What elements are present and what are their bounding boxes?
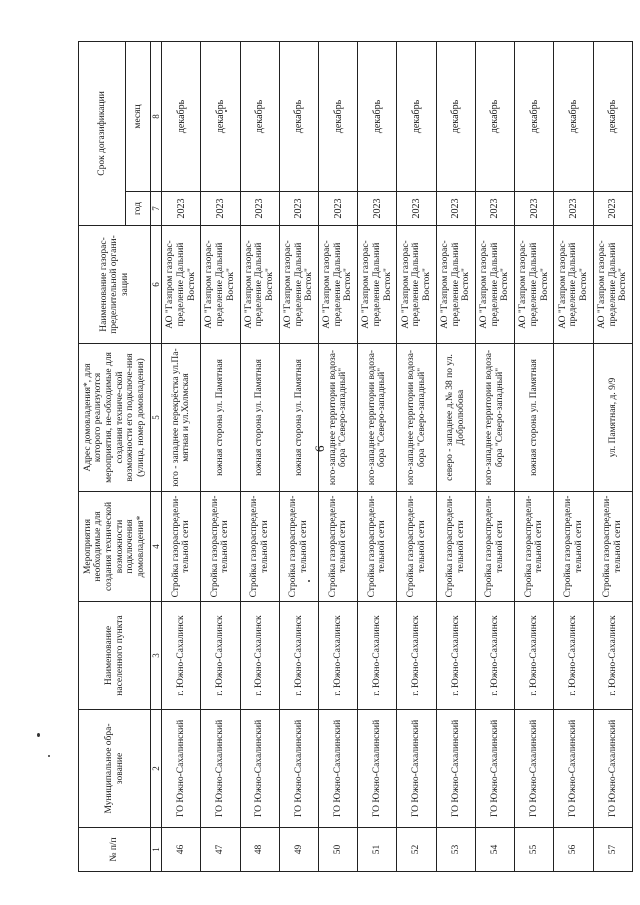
row-no: 57 bbox=[593, 828, 632, 872]
row-gdo: АО "Газпром газорас-пределение Дальний Восток" bbox=[162, 226, 201, 344]
page-number: 6 bbox=[312, 445, 327, 452]
row-gdo: АО "Газпром газорас-пределение Дальний Восток" bbox=[240, 226, 279, 344]
row-municipality: ГО Южно-Сахалинский bbox=[554, 710, 593, 828]
row-address: южная сторона ул. Памятная bbox=[515, 344, 554, 492]
row-measure: Стройка газораспредели-тельной сети bbox=[162, 492, 201, 602]
row-gdo: АО "Газпром газорас-пределение Дальний Восток" bbox=[554, 226, 593, 344]
row-gdo: АО "Газпром газорас-пределение Дальний Восток" bbox=[436, 226, 475, 344]
table-row bbox=[358, 41, 397, 871]
row-address: юго-западнее территории водоза-бора "Северо-западный" bbox=[319, 344, 358, 492]
row-address: юго-западнее территории водоза-бора "Северо-западный" bbox=[358, 344, 397, 492]
row-settlement: г. Южно-Сахалинск bbox=[554, 602, 593, 710]
row-gdo: АО "Газпром газорас-пределение Дальний Восток" bbox=[593, 226, 632, 344]
row-measure: Стройка газораспредели-тельной сети bbox=[515, 492, 554, 602]
row-municipality: ГО Южно-Сахалинский bbox=[279, 710, 318, 828]
row-measure: Стройка газораспредели-тельной сети bbox=[554, 492, 593, 602]
row-year: 2023 bbox=[554, 192, 593, 226]
row-municipality: ГО Южно-Сахалинский bbox=[162, 710, 201, 828]
header-gdo: Наименование газорас-пределительной органи-зации bbox=[79, 226, 151, 344]
row-no: 51 bbox=[358, 828, 397, 872]
row-settlement: г. Южно-Сахалинск bbox=[397, 602, 436, 710]
row-municipality: ГО Южно-Сахалинский bbox=[436, 710, 475, 828]
row-measure: Стройка газораспредели-тельной сети bbox=[358, 492, 397, 602]
row-measure: Стройка газораспредели-тельной сети bbox=[319, 492, 358, 602]
row-gdo: АО "Газпром газорас-пределение Дальний Восток" bbox=[201, 226, 240, 344]
row-measure: Стройка газораспредели-тельной сети bbox=[240, 492, 279, 602]
table-row bbox=[554, 41, 593, 871]
header-address: Адрес домовладения*, для которого реализуются мероприятия, не-обходимые для создания техниче-ской возможности его подключе-ния (улица, номер домовладения) bbox=[79, 344, 151, 492]
row-month: декабрь bbox=[279, 41, 318, 191]
row-address: юго - западнее перекрёстка ул.Па-мятная и ул.Холмская bbox=[162, 344, 201, 492]
row-month: декабрь bbox=[201, 41, 240, 191]
row-year: 2023 bbox=[475, 192, 514, 226]
row-measure: Стройка газораспредели-тельной сети bbox=[201, 492, 240, 602]
table-row bbox=[279, 41, 318, 871]
row-month: декабрь bbox=[475, 41, 514, 191]
row-month: декабрь bbox=[515, 41, 554, 191]
row-settlement: г. Южно-Сахалинск bbox=[436, 602, 475, 710]
header-year: год bbox=[126, 192, 151, 226]
table-row bbox=[201, 41, 240, 871]
row-no: 55 bbox=[515, 828, 554, 872]
row-address: южная сторона ул. Памятная bbox=[201, 344, 240, 492]
row-no: 48 bbox=[240, 828, 279, 872]
row-gdo: АО "Газпром газорас-пределение Дальний Восток" bbox=[358, 226, 397, 344]
table-row bbox=[593, 41, 632, 871]
scan-speck bbox=[48, 755, 50, 757]
column-number: 8 bbox=[151, 41, 162, 191]
column-number: 5 bbox=[151, 344, 162, 492]
row-municipality: ГО Южно-Сахалинский bbox=[397, 710, 436, 828]
column-number-row bbox=[151, 41, 162, 871]
row-month: декабрь bbox=[397, 41, 436, 191]
row-municipality: ГО Южно-Сахалинский bbox=[593, 710, 632, 828]
row-address: юго-западнее территории водоза-бора "Северо-западный" bbox=[397, 344, 436, 492]
row-year: 2023 bbox=[279, 192, 318, 226]
row-month: декабрь bbox=[554, 41, 593, 191]
row-gdo: АО "Газпром газорас-пределение Дальний Восток" bbox=[397, 226, 436, 344]
header-municipality: Муниципальное обра-зование bbox=[79, 710, 151, 828]
header-deadline: Срок догазификации bbox=[79, 41, 126, 225]
row-year: 2023 bbox=[593, 192, 632, 226]
row-year: 2023 bbox=[162, 192, 201, 226]
row-no: 49 bbox=[279, 828, 318, 872]
row-settlement: г. Южно-Сахалинск bbox=[279, 602, 318, 710]
row-gdo: АО "Газпром газорас-пределение Дальний Восток" bbox=[515, 226, 554, 344]
rotated-table-wrapper bbox=[78, 42, 633, 872]
row-address: южная сторона ул. Памятная bbox=[279, 344, 318, 492]
row-year: 2023 bbox=[436, 192, 475, 226]
row-address: юго-западнее территории водоза-бора "Северо-западный" bbox=[475, 344, 514, 492]
row-measure: Стройка газораспредели-тельной сети bbox=[436, 492, 475, 602]
table-row bbox=[397, 41, 436, 871]
table-row bbox=[436, 41, 475, 871]
row-month: декабрь bbox=[162, 41, 201, 191]
column-number: 7 bbox=[151, 192, 162, 226]
row-month: декабрь bbox=[358, 41, 397, 191]
column-number: 3 bbox=[151, 602, 162, 710]
row-month: декабрь bbox=[436, 41, 475, 191]
row-settlement: г. Южно-Сахалинск bbox=[201, 602, 240, 710]
table-row bbox=[475, 41, 514, 871]
row-gdo: АО "Газпром газорас-пределение Дальний Восток" bbox=[475, 226, 514, 344]
row-gdo: АО "Газпром газорас-пределение Дальний Восток" bbox=[319, 226, 358, 344]
row-address: ул. Памятная, д. 9/9 bbox=[593, 344, 632, 492]
row-settlement: г. Южно-Сахалинск bbox=[240, 602, 279, 710]
gasification-table bbox=[78, 41, 633, 872]
row-year: 2023 bbox=[515, 192, 554, 226]
row-measure: Стройка газораспредели-тельной сети bbox=[593, 492, 632, 602]
table-row bbox=[319, 41, 358, 871]
row-month: декабрь bbox=[319, 41, 358, 191]
row-address: северо - западнее д.№ 38 по ул. Добролюбова bbox=[436, 344, 475, 492]
header-no: № п/п bbox=[79, 828, 151, 872]
row-settlement: г. Южно-Сахалинск bbox=[358, 602, 397, 710]
table-row bbox=[515, 41, 554, 871]
header-settlement: Наименование населенного пункта bbox=[79, 602, 151, 710]
row-no: 54 bbox=[475, 828, 514, 872]
row-month: декабрь bbox=[240, 41, 279, 191]
row-no: 56 bbox=[554, 828, 593, 872]
row-municipality: ГО Южно-Сахалинский bbox=[358, 710, 397, 828]
row-year: 2023 bbox=[397, 192, 436, 226]
row-settlement: г. Южно-Сахалинск bbox=[593, 602, 632, 710]
header-month: месяц bbox=[126, 41, 151, 191]
row-no: 53 bbox=[436, 828, 475, 872]
row-address: южная сторона ул. Памятная bbox=[240, 344, 279, 492]
row-measure: Стройка газораспредели-тельной сети bbox=[279, 492, 318, 602]
row-municipality: ГО Южно-Сахалинский bbox=[515, 710, 554, 828]
row-no: 52 bbox=[397, 828, 436, 872]
row-year: 2023 bbox=[240, 192, 279, 226]
row-no: 46 bbox=[162, 828, 201, 872]
column-number: 1 bbox=[151, 828, 162, 872]
row-municipality: ГО Южно-Сахалинский bbox=[201, 710, 240, 828]
row-settlement: г. Южно-Сахалинск bbox=[515, 602, 554, 710]
row-settlement: г. Южно-Сахалинск bbox=[162, 602, 201, 710]
row-municipality: ГО Южно-Сахалинский bbox=[475, 710, 514, 828]
row-year: 2023 bbox=[319, 192, 358, 226]
column-number: 4 bbox=[151, 492, 162, 602]
row-municipality: ГО Южно-Сахалинский bbox=[319, 710, 358, 828]
row-month: декабрь bbox=[593, 41, 632, 191]
scan-speck bbox=[37, 733, 40, 737]
row-measure: Стройка газораспредели-тельной сети bbox=[397, 492, 436, 602]
row-no: 47 bbox=[201, 828, 240, 872]
header-measures: Мероприятия необходимые для создания технической возможности подключения домовладения* bbox=[79, 492, 151, 602]
table-row bbox=[240, 41, 279, 871]
column-number: 6 bbox=[151, 226, 162, 344]
row-no: 50 bbox=[319, 828, 358, 872]
column-number: 2 bbox=[151, 710, 162, 828]
row-year: 2023 bbox=[201, 192, 240, 226]
row-gdo: АО "Газпром газорас-пределение Дальний Восток" bbox=[279, 226, 318, 344]
row-settlement: г. Южно-Сахалинск bbox=[319, 602, 358, 710]
row-settlement: г. Южно-Сахалинск bbox=[475, 602, 514, 710]
row-address bbox=[554, 344, 593, 492]
row-year: 2023 bbox=[358, 192, 397, 226]
table-row bbox=[162, 41, 201, 871]
row-municipality: ГО Южно-Сахалинский bbox=[240, 710, 279, 828]
row-measure: Стройка газораспредели-тельной сети bbox=[475, 492, 514, 602]
